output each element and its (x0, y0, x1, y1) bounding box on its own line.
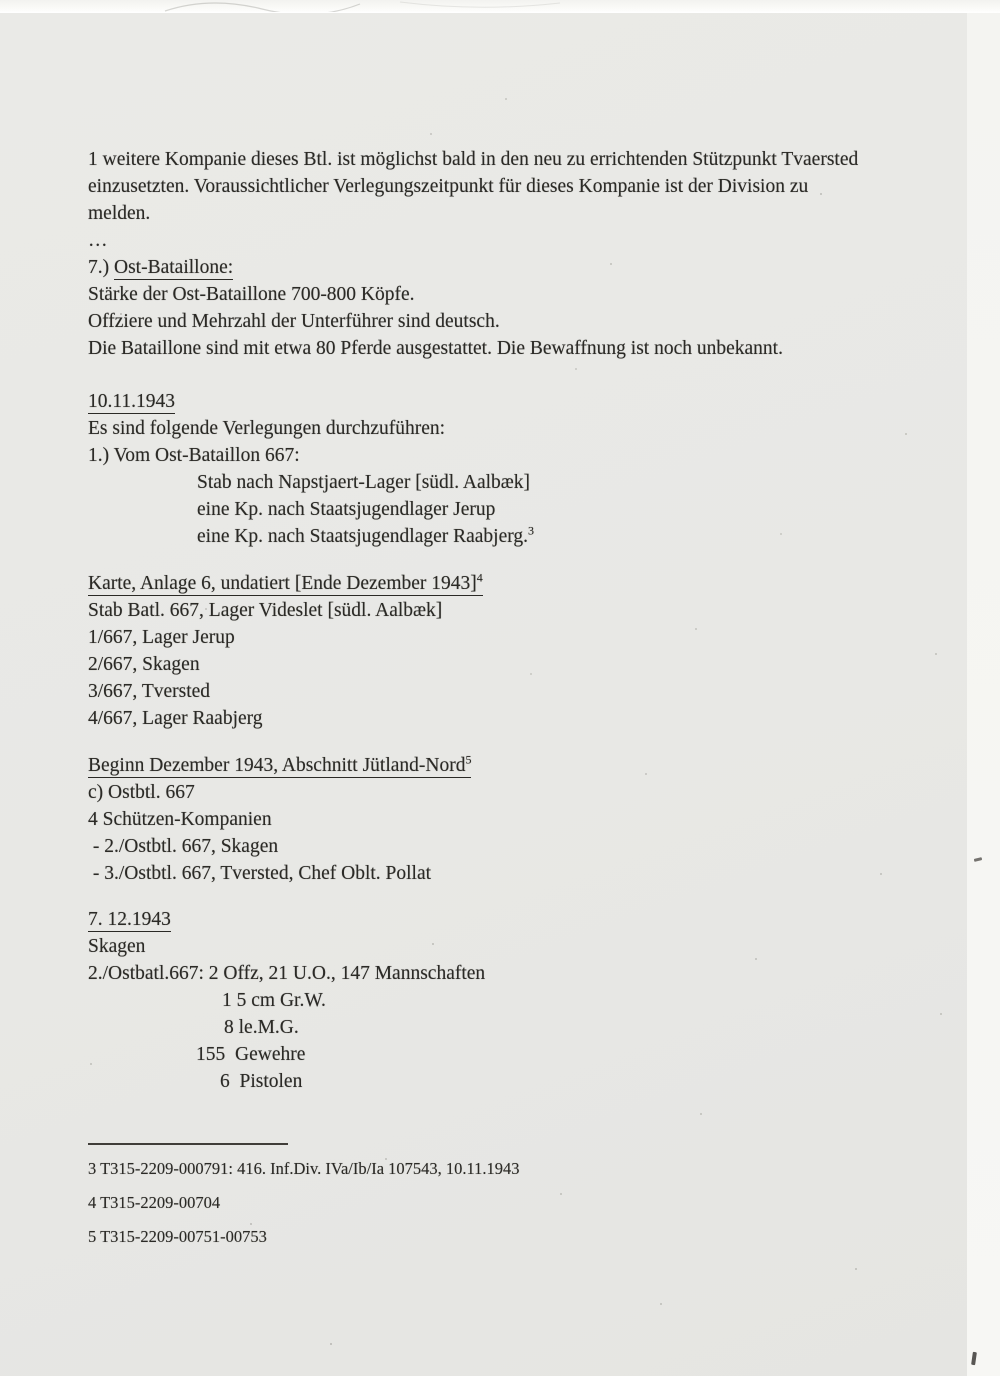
scan-artifact-bottom-mark (971, 1352, 977, 1365)
text-line (88, 860, 918, 887)
footnote-reference: 5 (465, 752, 472, 767)
text-segment: 4 Schützen-Kompanien (88, 809, 272, 830)
text-segment: 10.11.1943 (88, 391, 176, 412)
text-segment: Beginn Dezember 1943, Abschnitt Jütland-Nord$^5$ (88, 752, 472, 776)
text-line (88, 1041, 918, 1068)
footnote-reference: 4 (476, 570, 483, 585)
text-line (88, 987, 918, 1014)
text-segment: 8 le.M.G. (224, 1017, 299, 1038)
text-segment: Stärke der Ost-Bataillone 700-800 Köpfe. (88, 284, 415, 305)
text-line (88, 388, 918, 415)
text-segment: Karte, Anlage 6, undatiert [Ende Dezember 1943]$^4$ (88, 570, 483, 594)
text-segment: 7.) (88, 257, 114, 278)
doc-block (88, 906, 918, 1095)
text-segment: einzusetzten. Voraussichtlicher Verlegungszeitpunkt für dieses Kompanie ist der Division zu (88, 176, 809, 197)
doc-block (88, 388, 918, 550)
text-segment: eine Kp. nach Staatsjugendlager Raabjerg. (197, 526, 529, 547)
text-segment: 1 5 cm Gr.W. (222, 990, 326, 1011)
scan-artifact-edge-mark (974, 857, 982, 862)
text-line (88, 254, 918, 281)
text-line (88, 651, 918, 678)
text-line (88, 415, 918, 442)
text-line (88, 1014, 918, 1041)
text-line (88, 624, 918, 651)
text-segment: Skagen (88, 936, 146, 957)
text-line (88, 523, 918, 550)
footnote-line: 3 T315-2209-000791: 416. Inf.Div. IVa/Ib/Ia 107543, 10.11.1943 (88, 1159, 520, 1178)
text-line (88, 442, 918, 469)
paper-speckles (0, 13, 2, 15)
text-line (88, 173, 918, 200)
text-segment: c) Ostbtl. 667 (88, 782, 195, 803)
text-line (88, 960, 918, 987)
text-line (88, 806, 918, 833)
text-segment: 1.) Vom Ost-Bataillon 667: (88, 445, 300, 466)
text-line (88, 597, 918, 624)
text-segment: - 2./Ostbtl. 667, Skagen (88, 836, 279, 857)
text-line (88, 1068, 918, 1095)
text-segment: Ost-Bataillone: (114, 257, 234, 278)
text-line (88, 678, 918, 705)
text-segment: Offziere und Mehrzahl der Unterführer sind deutsch. (88, 311, 500, 332)
text-line (88, 570, 918, 597)
text-line (88, 469, 918, 496)
text-line (88, 833, 918, 860)
footnote-reference: 3 (528, 523, 535, 538)
text-segment: 2/667, Skagen (88, 654, 200, 675)
scanner-background-strip (0, 0, 1000, 13)
text-segment: Stab nach Napstjaert-Lager [südl. Aalbæk] (197, 472, 531, 493)
text-segment: 6 Pistolen (220, 1071, 303, 1092)
text-line (88, 227, 918, 254)
text-line (88, 779, 918, 806)
text-line (88, 308, 918, 335)
text-line (88, 335, 918, 362)
text-line (88, 146, 918, 173)
footnotes-section (88, 1143, 520, 1254)
text-segment: 2./Ostbatl.667: 2 Offz, 21 U.O., 147 Mannschaften (88, 963, 486, 984)
text-segment: melden. (88, 203, 151, 224)
paper-crease-streak (0, 0, 1000, 13)
footnote-line: 5 T315-2209-00751-00753 (88, 1227, 267, 1246)
text-segment: Es sind folgende Verlegungen durchzuführen: (88, 418, 446, 439)
text-segment: Stab Batl. 667, Lager Videslet [südl. Aalbæk] (88, 600, 443, 621)
text-line (88, 906, 918, 933)
text-segment: Die Bataillone sind mit etwa 80 Pferde ausgestattet. Die Bewaffnung ist noch unbekannt. (88, 338, 783, 359)
footnote-separator (88, 1143, 288, 1145)
text-segment: 155 Gewehre (196, 1044, 306, 1065)
text-segment: 3/667, Tversted (88, 681, 211, 702)
document-body (88, 146, 918, 1095)
text-segment: 1/667, Lager Jerup (88, 627, 235, 648)
text-segment: 7. 12.1943 (88, 909, 171, 930)
text-line (88, 281, 918, 308)
text-segment: 4/667, Lager Raabjerg (88, 708, 263, 729)
text-segment: eine Kp. nach Staatsjugendlager Jerup (197, 499, 496, 520)
text-line (88, 933, 918, 960)
text-segment: 1 weitere Kompanie dieses Btl. ist möglichst bald in den neu zu errichtenden Stützpunkt Tvaersted (88, 149, 859, 170)
text-segment: - 3./Ostbtl. 667, Tversted, Chef Oblt. Pollat (88, 863, 432, 884)
footnote-line: 4 T315-2209-00704 (88, 1193, 221, 1212)
text-line (88, 752, 918, 779)
text-line (88, 200, 918, 227)
doc-block (88, 146, 918, 362)
doc-block (88, 570, 918, 732)
text-segment: … (88, 230, 108, 251)
text-line (88, 705, 918, 732)
doc-block (88, 752, 918, 887)
text-line (88, 496, 918, 523)
